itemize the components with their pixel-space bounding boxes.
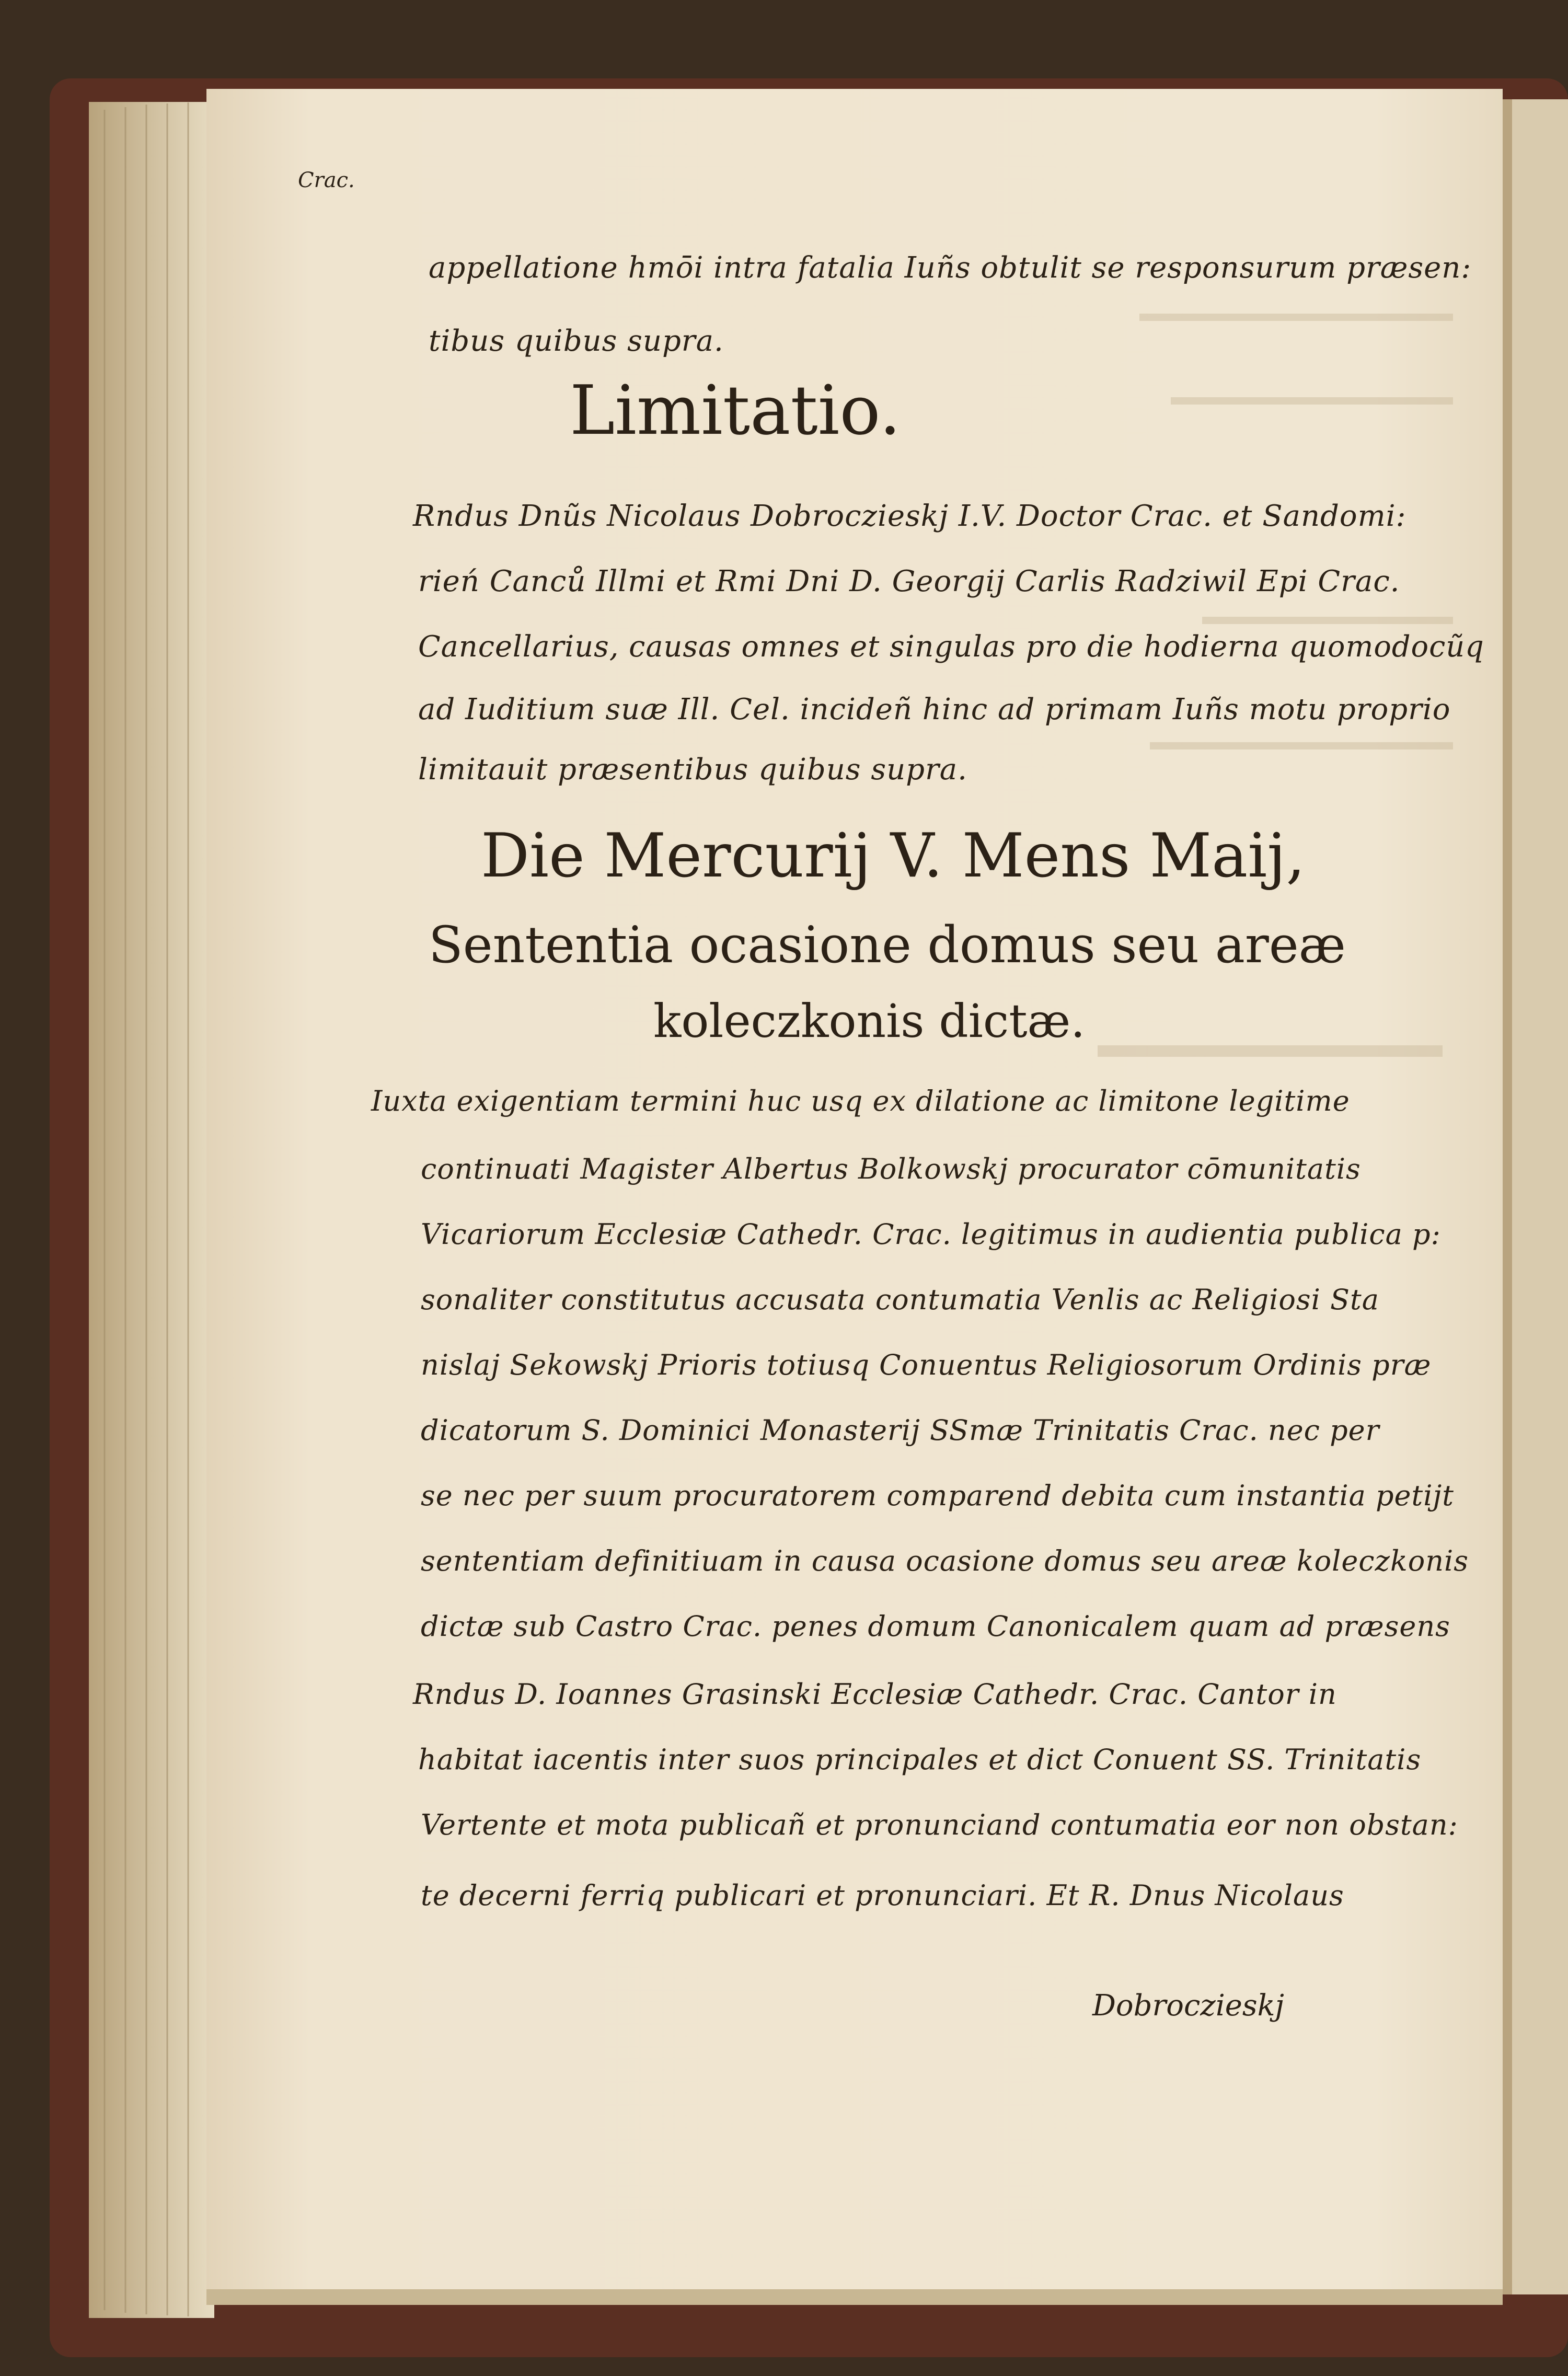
text-line: Vicariorum Ecclesiæ Cathedr. Crac. legitimus in audientia publica p: [421, 1218, 1441, 1251]
text-line: te decerni ferriq publicari et pronunciari. Et R. Dnus Nicolaus [421, 1879, 1344, 1912]
text-line: Rndus Dnũs Nicolaus Dobroczieskj I.V. Doctor Crac. et Sandomi: [413, 499, 1406, 533]
section-heading: Limitatio. [570, 371, 901, 450]
section-heading: koleczkonis dictæ. [653, 994, 1086, 1048]
date-heading: Die Mercurij V. Mens Maij, [481, 821, 1306, 891]
text-line: limitauit præsentibus quibus supra. [418, 753, 967, 787]
text-line: nislaj Sekowskj Prioris totiusq Conuentus Religiosorum Ordinis præ [421, 1348, 1432, 1381]
text-line: dictæ sub Castro Crac. penes domum Canonicalem quam ad præsens [421, 1610, 1450, 1643]
margin-note: Crac. [298, 168, 355, 192]
facing-page-edge [1503, 99, 1568, 2294]
page-edges [89, 102, 214, 2318]
text-line: se nec per suum procuratorem comparend debita cum instantia petijt [421, 1479, 1454, 1512]
section-heading: Sententia ocasione domus seu areæ [429, 916, 1346, 974]
text-line: appellatione hmōi intra fatalia Iuñs obtulit se responsurum præsen: [429, 251, 1472, 285]
text-line: Vertente et mota publicañ et pronunciand contumatia eor non obstan: [421, 1808, 1458, 1841]
text-line: Iuxta exigentiam termini huc usq ex dilatione ac limitone legitime [371, 1085, 1350, 1117]
text-line: tibus quibus supra. [429, 324, 724, 358]
text-line: Rndus D. Ioannes Grasinski Ecclesiæ Cathedr. Crac. Cantor in [413, 1678, 1337, 1711]
text-line: Cancellarius, causas omnes et singulas pro die hodierna quomodocũq [418, 630, 1484, 664]
text-line: ad Iuditium suæ Ill. Cel. incideñ hinc ad primam Iuñs motu proprio [418, 693, 1451, 726]
text-line: dicatorum S. Dominici Monasterij SSmæ Trinitatis Crac. nec per [421, 1414, 1380, 1447]
text-line: rień Canců Illmi et Rmi Dni D. Georgij Carlis Radziwil Epi Crac. [418, 564, 1400, 598]
text-line: sonaliter constitutus accusata contumatia Venlis ac Religiosi Sta [421, 1283, 1379, 1316]
text-line: habitat iacentis inter suos principales et dict Conuent SS. Trinitatis [418, 1743, 1422, 1776]
text-line: continuati Magister Albertus Bolkowskj procurator cōmunitatis [421, 1152, 1361, 1185]
text-line: sententiam definitiuam in causa ocasione domus seu areæ koleczkonis [421, 1544, 1469, 1577]
catchword: Dobroczieskj [1092, 1989, 1284, 2023]
